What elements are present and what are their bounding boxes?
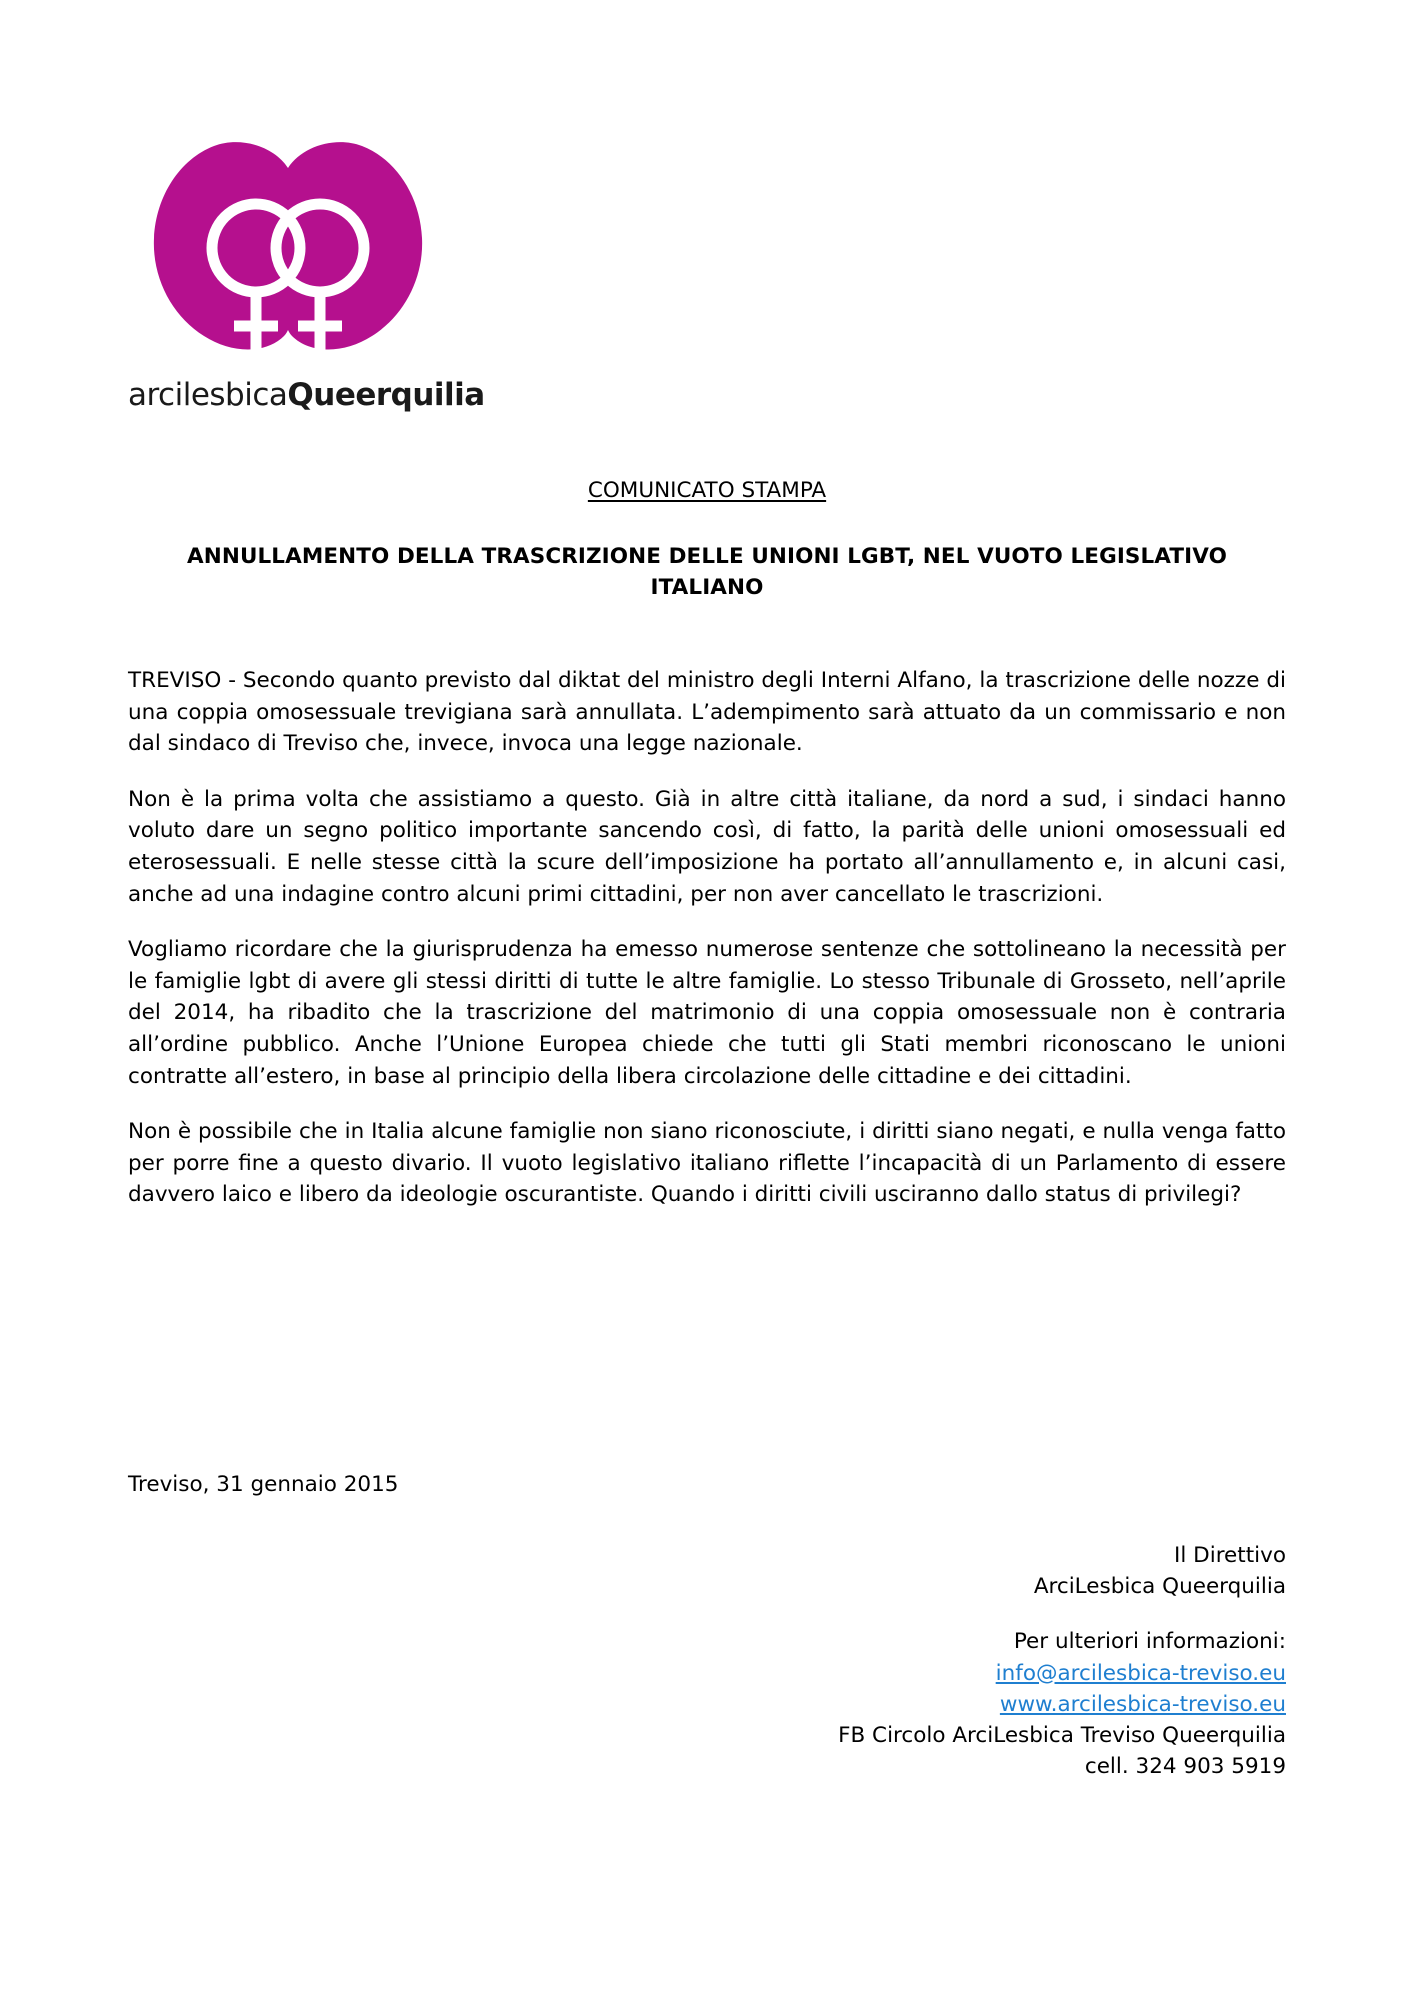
butterfly-venus-symbols-logo-icon	[128, 140, 448, 375]
signature-organization: ArciLesbica Queerquilia	[1033, 1574, 1286, 1600]
page-title: ANNULLAMENTO DELLA TRASCRIZIONE DELLE UNIONI LGBT, NEL VUOTO LEGISLATIVO ITALIANO	[187, 544, 1227, 600]
paragraph-2: Non è la prima volta che assistiamo a questo. Già in altre città italiane, da nord a sud, i sindaci hanno voluto dare un segno politico importante sancendo così, di fatto, la parità delle unioni omosessuali ed eterosessuali. E nelle stesse città la scure dell’imposizione ha portato all’annullamento e, in alcuni casi, anche ad una indagine contro alcuni primi cittadini, per non aver cancellato le trascrizioni.	[128, 786, 1286, 907]
contact-phone: cell. 324 903 5919	[1084, 1754, 1286, 1780]
contact-email-link[interactable]: info@arcilesbica-treviso.eu	[995, 1660, 1286, 1686]
logo-wordmark-light: arcilesbica	[128, 377, 288, 413]
contact-intro: Per ulteriori informazioni:	[1013, 1629, 1286, 1655]
document-body	[128, 665, 1286, 1211]
document-kicker: COMUNICATO STAMPA	[587, 478, 827, 503]
paragraph-4: Non è possibile che in Italia alcune famiglie non siano riconosciute, i diritti siano negati, e nulla venga fatto per porre fine a questo divario. Il vuoto legislativo italiano riflette l’incapacità di un Parlamento di essere davvero laico e libero da ideologie oscurantiste. Quando i diritti civili usciranno dallo status di privilegi?	[128, 1119, 1286, 1208]
logo-wordmark-bold: Queerquilia	[287, 377, 485, 413]
paragraph-3: Vogliamo ricordare che la giurisprudenza ha emesso numerose sentenze che sottolineano la necessità per le famiglie lgbt di avere gli stessi diritti di tutte le altre famiglie. Lo stesso Tribunale di Grosseto, nell’aprile del 2014, ha ribadito che la trascrizione del matrimonio di una coppia omosessuale non è contraria all’ordine pubblico. Anche l’Unione Europea chiede che tutti gli Stati membri riconoscano le unioni contratte all’estero, in base al principio della libera circolazione delle cittadine e dei cittadini.	[128, 937, 1286, 1089]
signature-spacer	[586, 1602, 1286, 1626]
logo-wordmark	[128, 377, 488, 413]
organization-logo	[128, 140, 488, 413]
signature-role: Il Direttivo	[1174, 1543, 1286, 1568]
contact-facebook: FB Circolo ArciLesbica Treviso Queerquilia	[838, 1722, 1286, 1748]
contact-website-link[interactable]: www.arcilesbica-treviso.eu	[999, 1691, 1286, 1717]
paragraph-1: TREVISO - Secondo quanto previsto dal diktat del ministro degli Interni Alfano, la trascrizione delle nozze di una coppia omosessuale trevigiana sarà annullata. L’adempimento sarà attuato da un commissario e non dal sindaco di Treviso che, invece, invoca una legge nazionale.	[128, 668, 1286, 757]
signature-block	[586, 1540, 1286, 1782]
date-line: Treviso, 31 gennaio 2015	[128, 1472, 399, 1497]
